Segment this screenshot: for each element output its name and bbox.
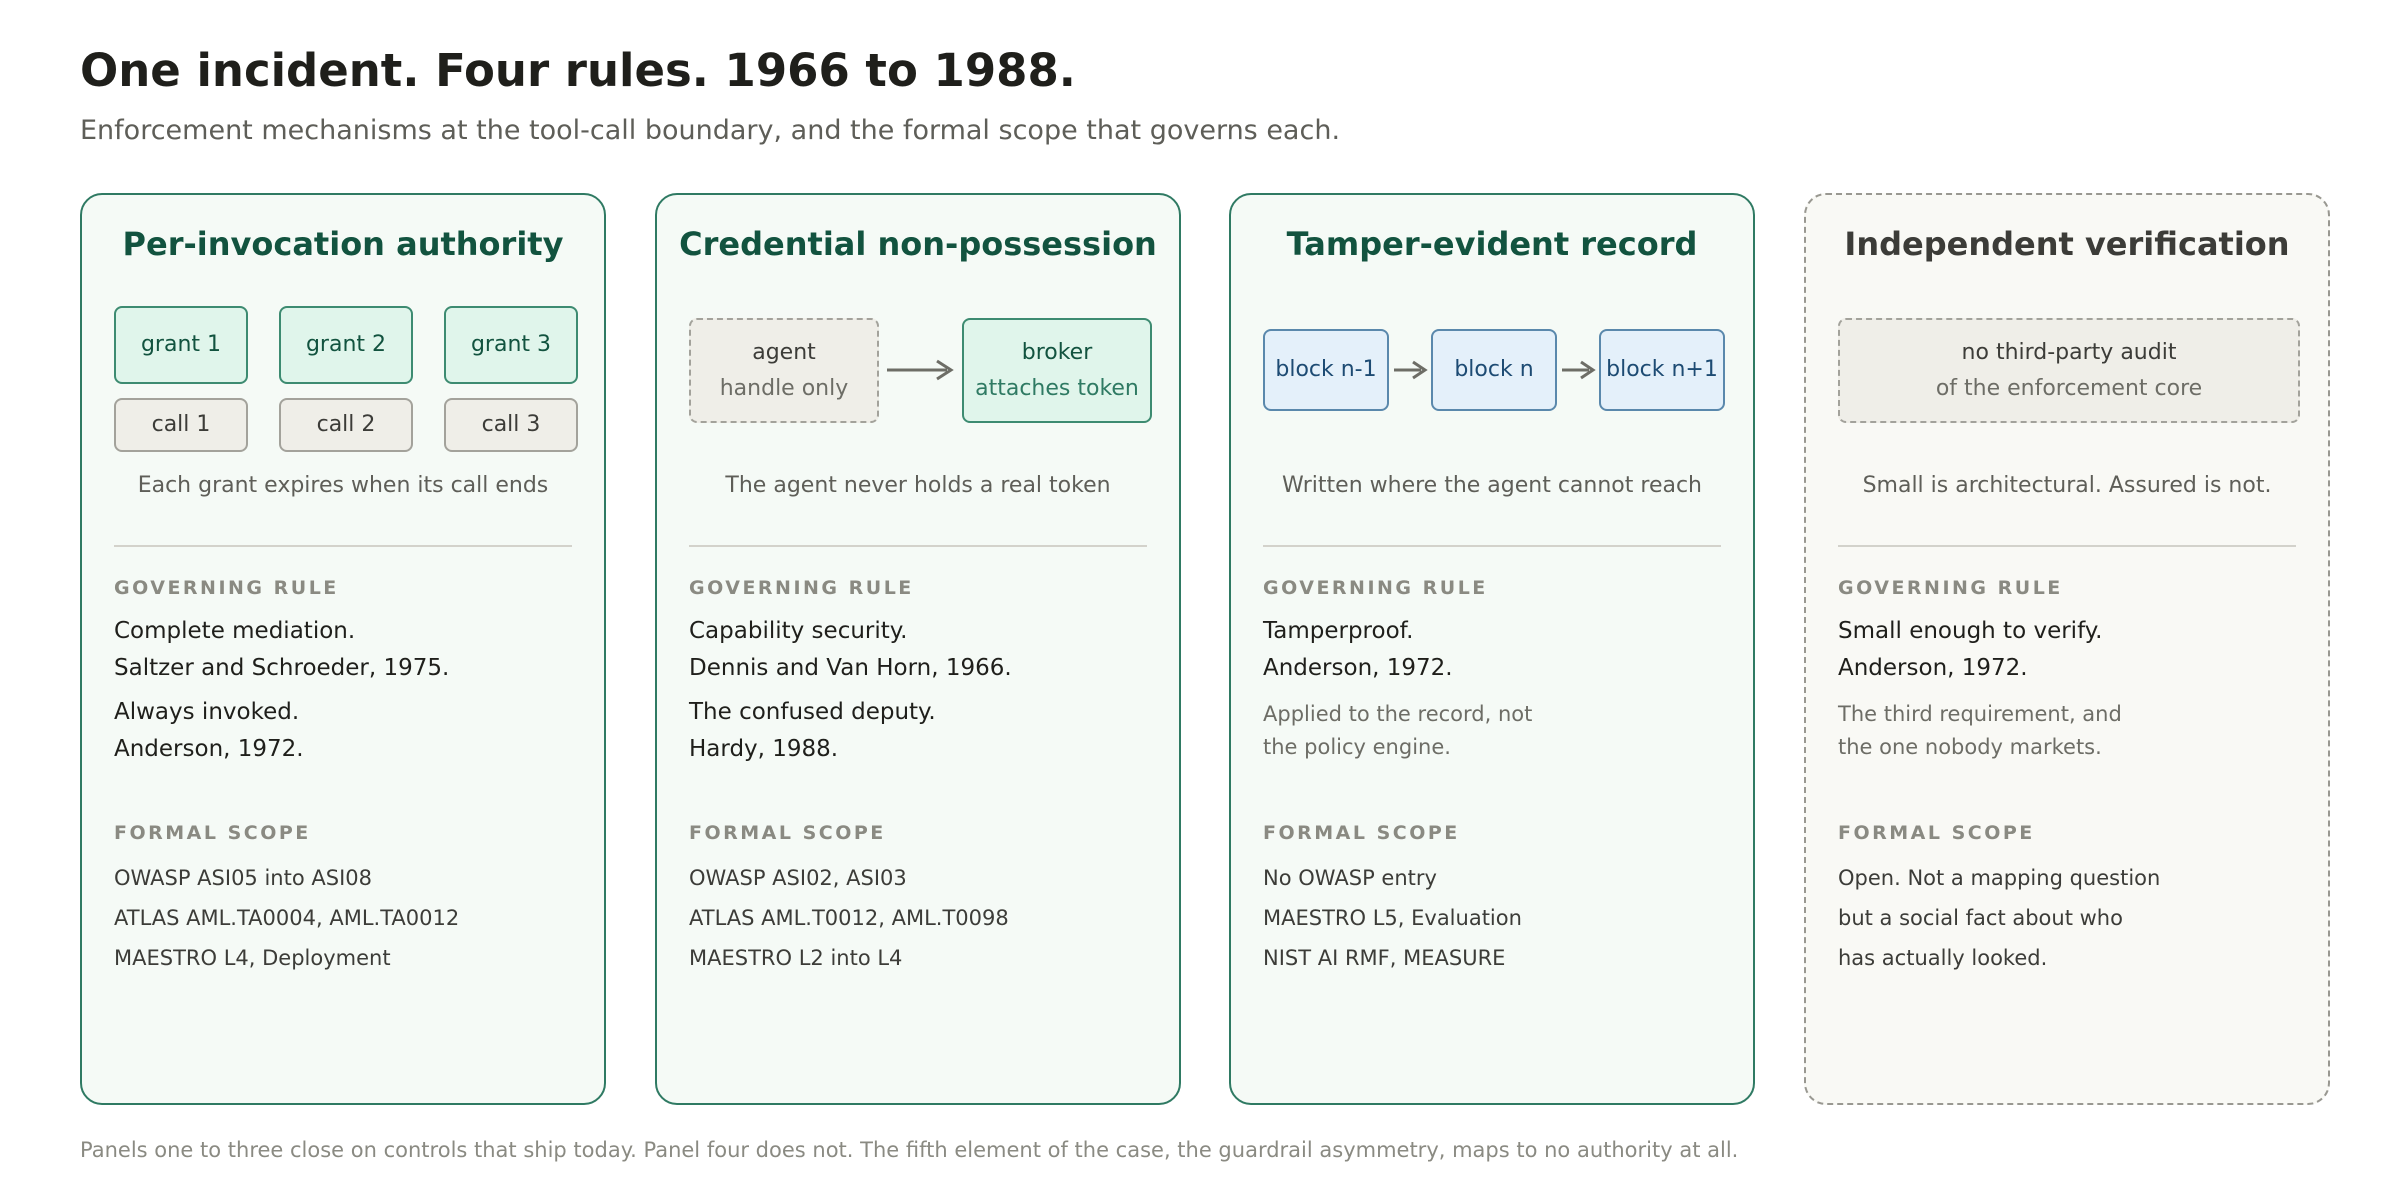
rule-line: The confused deputy. <box>689 699 936 725</box>
panel-credential-non-possession <box>655 193 1181 1105</box>
grant-box <box>114 306 248 384</box>
scope-item: NIST AI RMF, MEASURE <box>1263 946 1506 970</box>
formal-scope-label: FORMAL SCOPE <box>689 822 886 844</box>
rule-note: Applied to the record, not <box>1263 702 1533 726</box>
page-title: One incident. Four rules. 1966 to 1988. <box>80 44 1076 97</box>
broker-sublabel: attaches token <box>975 375 1139 401</box>
scope-item: MAESTRO L2 into L4 <box>689 946 903 970</box>
grant-label: grant 2 <box>305 332 387 357</box>
rule-line: Small enough to verify. <box>1838 618 2103 644</box>
scope-item: ATLAS AML.TA0004, AML.TA0012 <box>114 906 460 930</box>
footer-note: Panels one to three close on controls that ship today. Panel four does not. The fifth element of the case, the guardrail asymmetry, maps to no authority at all. <box>80 1138 1739 1162</box>
formal-scope-label: FORMAL SCOPE <box>114 822 311 844</box>
rule-line: Tamperproof. <box>1263 618 1414 644</box>
rule-note: the one nobody markets. <box>1838 735 2102 759</box>
audit-box <box>1838 318 2300 423</box>
rule-citation: Hardy, 1988. <box>689 736 839 762</box>
broker-label: broker <box>1021 339 1093 365</box>
rule-note: the policy engine. <box>1263 735 1451 759</box>
block-label: block n-1 <box>1275 357 1377 382</box>
rule-citation: Dennis and Van Horn, 1966. <box>689 655 1012 681</box>
agent-label: agent <box>752 339 816 365</box>
governing-rule-label: GOVERNING RULE <box>1263 577 1488 599</box>
call-box <box>114 398 248 452</box>
panel-caption: The agent never holds a real token <box>725 473 1111 498</box>
arrow-right-icon <box>1391 355 1431 385</box>
grant-label: grant 1 <box>140 332 222 357</box>
call-box <box>444 398 578 452</box>
formal-scope-label: FORMAL SCOPE <box>1838 822 2035 844</box>
panel-caption: Small is architectural. Assured is not. <box>1862 473 2272 498</box>
panel-caption: Each grant expires when its call ends <box>137 473 549 498</box>
rule-citation: Anderson, 1972. <box>114 736 304 762</box>
panel-title: Independent verification <box>1844 225 2290 263</box>
grant-box <box>444 306 578 384</box>
rule-citation: Anderson, 1972. <box>1838 655 2028 681</box>
rule-note: The third requirement, and <box>1838 702 2122 726</box>
grant-box <box>279 306 413 384</box>
scope-item: MAESTRO L5, Evaluation <box>1263 906 1522 930</box>
audit-sublabel: of the enforcement core <box>1935 375 2203 401</box>
scope-item: but a social fact about who <box>1838 906 2123 930</box>
rule-line: Always invoked. <box>114 699 300 725</box>
block-box <box>1599 329 1725 411</box>
rule-citation: Anderson, 1972. <box>1263 655 1453 681</box>
scope-item: MAESTRO L4, Deployment <box>114 946 391 970</box>
panel-tamper-evident-record <box>1229 193 1755 1105</box>
panel-per-invocation-authority <box>80 193 606 1105</box>
broker-box <box>962 318 1152 423</box>
governing-rule-label: GOVERNING RULE <box>114 577 339 599</box>
call-box <box>279 398 413 452</box>
governing-rule-label: GOVERNING RULE <box>1838 577 2063 599</box>
panel-title: Per-invocation authority <box>122 225 564 263</box>
audit-label: no third-party audit <box>1961 339 2177 365</box>
arrow-right-icon <box>1559 355 1599 385</box>
scope-item: has actually looked. <box>1838 946 2048 970</box>
rule-citation: Saltzer and Schroeder, 1975. <box>114 655 450 681</box>
grant-label: grant 3 <box>470 332 552 357</box>
block-label: block n+1 <box>1606 357 1718 382</box>
formal-scope-label: FORMAL SCOPE <box>1263 822 1460 844</box>
panel-caption: Written where the agent cannot reach <box>1281 473 1702 498</box>
rule-line: Capability security. <box>689 618 908 644</box>
divider <box>114 545 572 547</box>
panel-title: Tamper-evident record <box>1286 225 1698 263</box>
block-label: block n <box>1454 357 1534 382</box>
divider <box>1263 545 1721 547</box>
rule-line: Complete mediation. <box>114 618 356 644</box>
divider <box>689 545 1147 547</box>
block-box <box>1263 329 1389 411</box>
call-label: call 3 <box>481 412 541 437</box>
arrow-right-icon <box>885 355 961 385</box>
divider <box>1838 545 2296 547</box>
scope-item: Open. Not a mapping question <box>1838 866 2161 890</box>
agent-box <box>689 318 879 423</box>
panel-title: Credential non-possession <box>679 225 1157 263</box>
block-box <box>1431 329 1557 411</box>
call-label: call 1 <box>151 412 211 437</box>
panel-independent-verification <box>1804 193 2330 1105</box>
governing-rule-label: GOVERNING RULE <box>689 577 914 599</box>
agent-sublabel: handle only <box>719 375 849 401</box>
scope-item: OWASP ASI02, ASI03 <box>689 866 907 890</box>
scope-item: No OWASP entry <box>1263 866 1437 890</box>
call-label: call 2 <box>316 412 376 437</box>
scope-item: OWASP ASI05 into ASI08 <box>114 866 372 890</box>
scope-item: ATLAS AML.T0012, AML.T0098 <box>689 906 1009 930</box>
page-subtitle: Enforcement mechanisms at the tool-call boundary, and the formal scope that governs each. <box>80 115 1341 146</box>
